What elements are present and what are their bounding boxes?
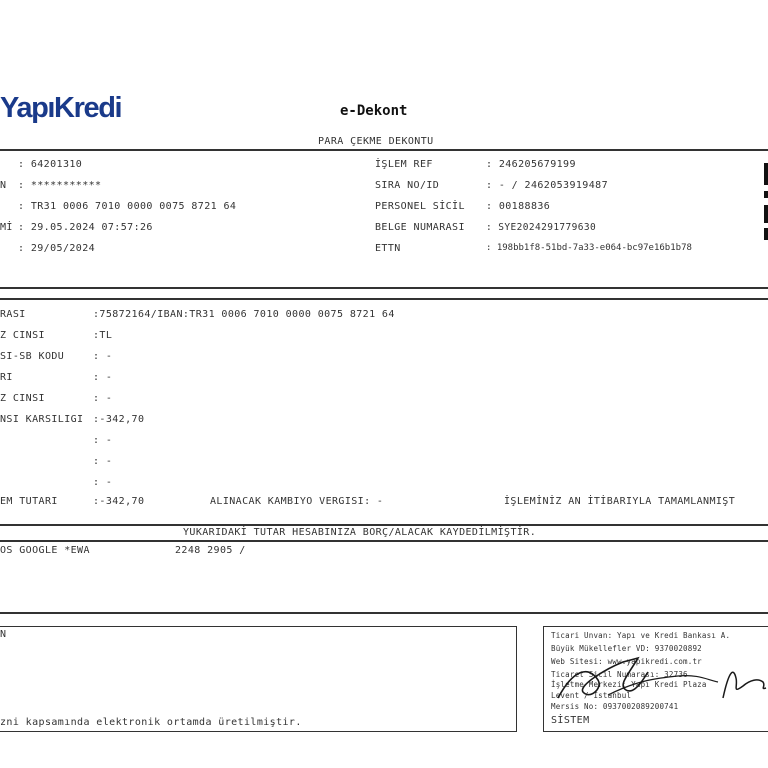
info-right-value: : 246205679199 bbox=[486, 159, 576, 170]
info-left-value: : *********** bbox=[18, 180, 102, 191]
info-right-value: : 00188836 bbox=[486, 201, 551, 212]
signature-icon bbox=[548, 650, 768, 710]
info-right-label: İŞLEM REF bbox=[375, 159, 433, 170]
total-label: EM TUTARI bbox=[0, 496, 58, 507]
legal-note: zni kapsamında elektronik ortamda üretilmiştir. bbox=[0, 717, 302, 728]
company-line: Büyük Mükellefler VD: 9370020892 bbox=[551, 644, 702, 653]
notice-bottom-border bbox=[0, 540, 768, 542]
detail-value: : - bbox=[93, 435, 113, 446]
info-right-value: : SYE2024291779630 bbox=[486, 222, 597, 233]
detail-value: :75872164/IBAN:TR31 0006 7010 0000 0075 8721 64 bbox=[93, 309, 395, 320]
info-right-label: PERSONEL SİCİL bbox=[375, 201, 465, 212]
company-line: Mersis No: 0937002089200741 bbox=[551, 702, 679, 711]
header-divider bbox=[0, 149, 768, 151]
info-right-label: BELGE NUMARASI bbox=[375, 222, 465, 233]
company-line: Ticari Unvan: Yapı ve Kredi Bankası A. bbox=[551, 631, 731, 640]
detail-label: RI bbox=[0, 372, 13, 383]
info-left-label: N bbox=[0, 180, 7, 191]
detail-value: : - bbox=[93, 393, 113, 404]
detail-label: Z CINSI bbox=[0, 330, 45, 341]
tax-info: ALINACAK KAMBIYO VERGISI: - bbox=[210, 496, 384, 507]
detail-label: Z CINSI bbox=[0, 393, 45, 404]
description-bottom-border bbox=[0, 612, 768, 614]
total-value: :-342,70 bbox=[93, 496, 145, 507]
info-right-value: : - / 2462053919487 bbox=[486, 180, 608, 191]
detail-value: : - bbox=[93, 351, 113, 362]
status-text: İŞLEMİNİZ AN İTİBARIYLA TAMAMLANMIŞT bbox=[504, 496, 736, 507]
document-subtitle: PARA ÇEKME DEKONTU bbox=[318, 136, 434, 147]
company-line: İşletme Merkezi: Yapı Kredi Plaza bbox=[551, 680, 707, 689]
detail-label: SI-SB KODU bbox=[0, 351, 65, 362]
info-left-value: : 64201310 bbox=[18, 159, 83, 170]
info-right-label: SIRA NO/ID bbox=[375, 180, 440, 191]
bank-logo: YapıKredi bbox=[0, 92, 122, 124]
detail-value: : - bbox=[93, 456, 113, 467]
document-title: e-Dekont bbox=[340, 103, 408, 119]
info-left-value: : 29/05/2024 bbox=[18, 243, 96, 254]
detail-value: :TL bbox=[93, 330, 113, 341]
info-left-value: : TR31 0006 7010 0000 0075 8721 64 bbox=[18, 201, 237, 212]
detail-value: : - bbox=[93, 372, 113, 383]
detail-label: NSI KARSILIGI bbox=[0, 414, 84, 425]
info-left-label: Mİ bbox=[0, 222, 13, 233]
system-label: SİSTEM bbox=[551, 715, 590, 726]
info-right-label: ETTN bbox=[375, 243, 401, 254]
footer-box-label: N bbox=[0, 629, 7, 640]
info-divider bbox=[0, 287, 768, 289]
description-right: 2248 2905 / bbox=[175, 545, 246, 556]
details-top-border bbox=[0, 298, 768, 300]
detail-value: : - bbox=[93, 477, 113, 488]
description-left: OS GOOGLE *EWA bbox=[0, 545, 90, 556]
info-left-value: : 29.05.2024 07:57:26 bbox=[18, 222, 153, 233]
notice-text: YUKARIDAKİ TUTAR HESABINIZA BORÇ/ALACAK KAYDEDİLMİŞTİR. bbox=[183, 527, 537, 538]
notice-top-border bbox=[0, 524, 768, 526]
detail-value: :-342,70 bbox=[93, 414, 145, 425]
info-right-value: : 198bb1f8-51bd-7a33-e064-bc97e16b1b78 bbox=[486, 243, 692, 253]
company-line: Web Sitesi: www.yapikredi.com.tr bbox=[551, 657, 702, 666]
detail-label: RASI bbox=[0, 309, 26, 320]
company-line: Levent / İstanbul bbox=[551, 691, 632, 700]
company-line: Ticaret Sicil Numarası: 32736 bbox=[551, 670, 688, 679]
